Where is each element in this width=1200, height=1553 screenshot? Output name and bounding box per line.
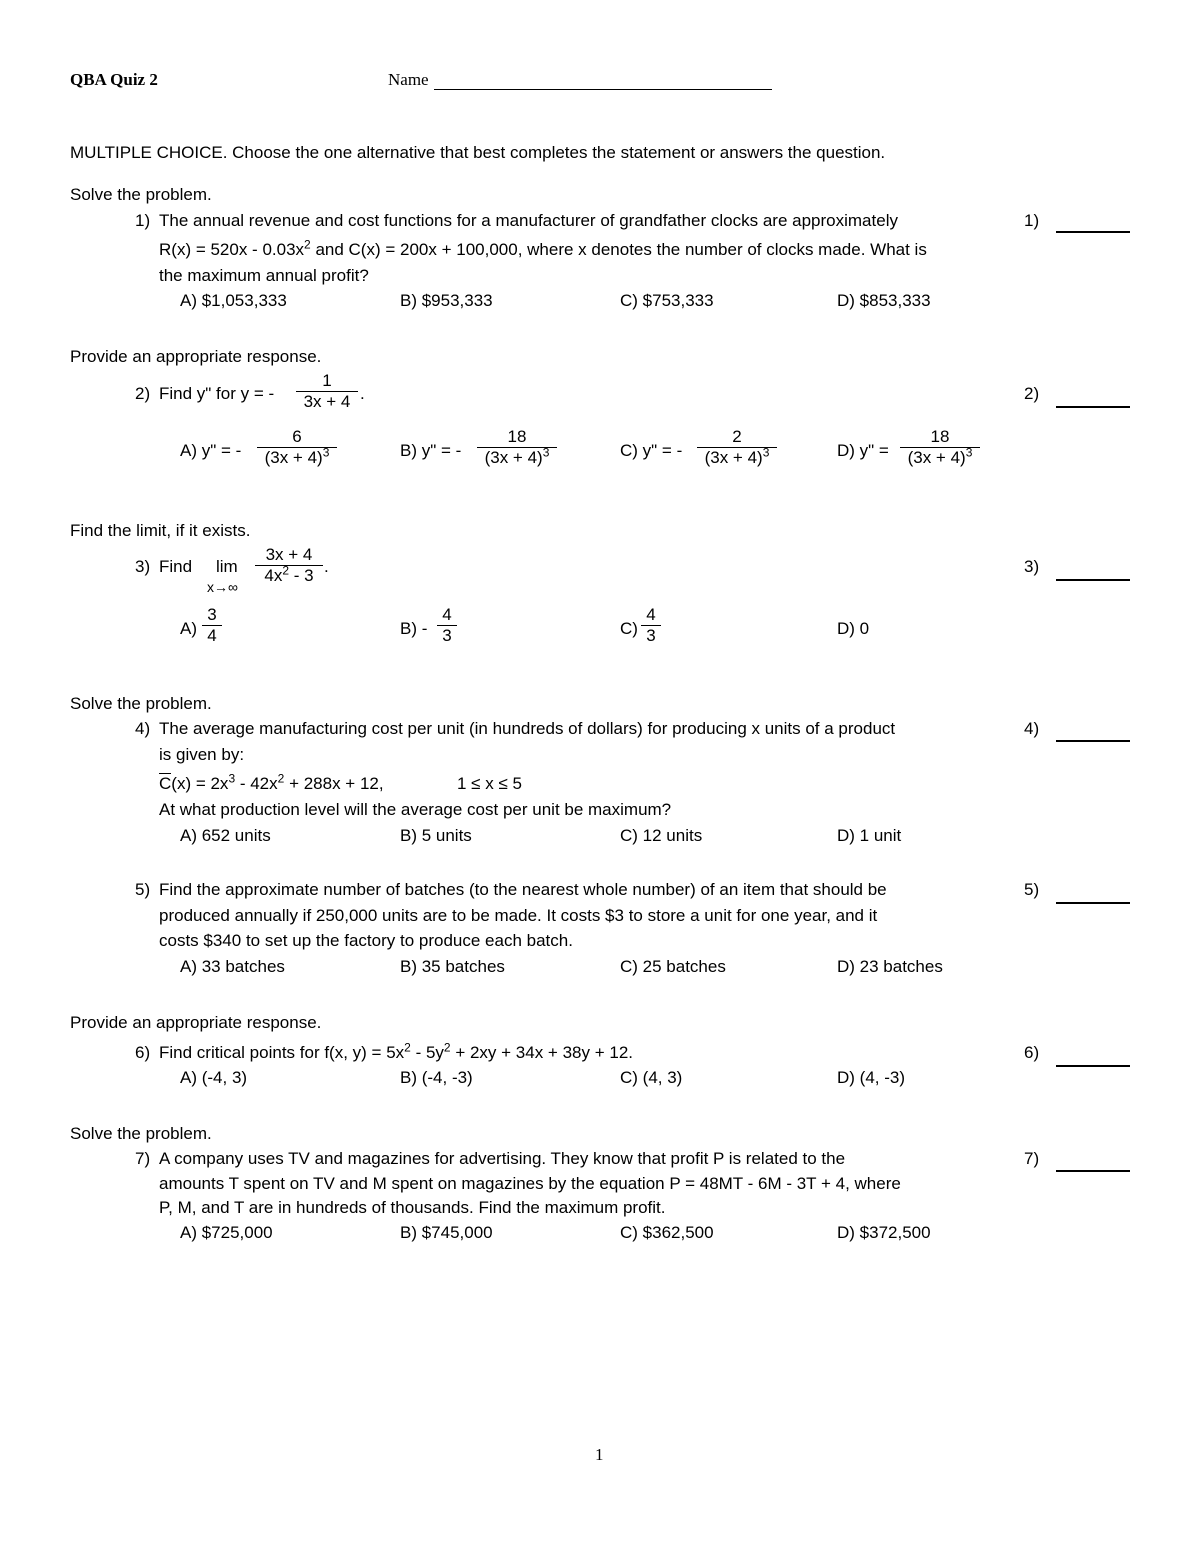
question-text: A company uses TV and magazines for advertising. They know that profit P is related to the: [159, 1149, 846, 1168]
choice-b[interactable]: B) y" = -: [400, 441, 462, 460]
answer-number: 6): [1024, 1043, 1040, 1062]
choice-c[interactable]: C) y" = -: [620, 441, 683, 460]
question-text: P, M, and T are in hundreds of thousands. Find the maximum profit.: [159, 1198, 666, 1217]
question-number: 3): [135, 557, 151, 576]
choice-a[interactable]: A) $1,053,333: [180, 291, 287, 310]
fraction: 18 $(3x + 4)^3$: [477, 427, 557, 468]
answer-blank[interactable]: [1056, 579, 1130, 581]
choice-d[interactable]: D) (4, -3): [837, 1068, 905, 1087]
question-number: 6): [135, 1043, 151, 1062]
answer-number: 2): [1024, 384, 1040, 403]
question-number: 7): [135, 1149, 151, 1168]
choice-c[interactable]: C) 25 batches: [620, 957, 726, 976]
question-text: Find critical points for f(x, $y) = 5x^2 - 5y^2 + 2xy + 34x + 38y + 12$.: [159, 1040, 633, 1062]
answer-blank[interactable]: [1056, 740, 1130, 742]
choice-c[interactable]: C) $362,500: [620, 1223, 714, 1242]
answer-blank[interactable]: [1056, 1170, 1130, 1172]
answer-number: 3): [1024, 557, 1040, 576]
fraction: 6 $(3x + 4)^3$: [257, 427, 337, 468]
section-heading: Solve the problem.: [70, 694, 212, 713]
fraction: 2 $(3x + 4)^3$: [697, 427, 777, 468]
answer-number: 4): [1024, 719, 1040, 738]
answer-blank[interactable]: [1056, 406, 1130, 408]
question-text: $R(x) = 520x - 0.03x^2$ and C(x) = 200x + 100,000, where x denotes the number of clocks made. What is: [159, 237, 927, 259]
answer-blank[interactable]: [1056, 231, 1130, 233]
choice-b[interactable]: B) 5 units: [400, 826, 472, 845]
choice-d[interactable]: D) 0: [837, 619, 870, 638]
fraction: 4 3: [641, 605, 661, 646]
answer-number: 5): [1024, 880, 1040, 899]
choice-b[interactable]: B) $953,333: [400, 291, 493, 310]
question-text: At what production level will the average cost per unit be maximum?: [159, 800, 672, 819]
question-text: Find y" for y = -: [159, 384, 275, 403]
question-text: The annual revenue and cost functions for a manufacturer of grandfather clocks are approximately: [159, 211, 898, 230]
quiz-title: QBA Quiz 2: [70, 70, 158, 89]
instructions: MULTIPLE CHOICE. Choose the one alternative that best completes the statement or answers the question.: [70, 143, 886, 162]
choice-b[interactable]: B) (-4, -3): [400, 1068, 473, 1087]
page-number: 1: [595, 1445, 604, 1464]
fraction: 3x + 4 $4x^2 - 3$: [255, 545, 323, 586]
question-text: costs $340 to set up the factory to produce each batch.: [159, 931, 573, 950]
choice-c[interactable]: C) (4, 3): [620, 1068, 683, 1087]
choice-c[interactable]: C): [620, 619, 638, 638]
choice-b[interactable]: B) 35 batches: [400, 957, 505, 976]
section-heading: Provide an appropriate response.: [70, 347, 322, 366]
section-heading: Find the limit, if it exists.: [70, 521, 251, 540]
answer-number: 1): [1024, 211, 1040, 230]
punctuation: .: [360, 384, 365, 403]
question-text: produced annually if 250,000 units are to be made. It costs $3 to store a unit for one year, and it: [159, 906, 878, 925]
answer-number: 7): [1024, 1149, 1040, 1168]
choice-a[interactable]: A) 33 batches: [180, 957, 285, 976]
question-number: 5): [135, 880, 151, 899]
question-text: The average manufacturing cost per unit (in hundreds of dollars) for producing x units of a product: [159, 719, 896, 738]
question-text: Find the approximate number of batches (to the nearest whole number) of an item that should be: [159, 880, 887, 899]
fraction: 18 $(3x + 4)^3$: [900, 427, 980, 468]
choice-a[interactable]: A) (-4, 3): [180, 1068, 248, 1087]
section-heading: Provide an appropriate response.: [70, 1013, 322, 1032]
choice-d[interactable]: D) 23 batches: [837, 957, 943, 976]
question-number: 2): [135, 384, 151, 403]
choice-d[interactable]: D) $853,333: [837, 291, 931, 310]
choice-b[interactable]: B) $745,000: [400, 1223, 493, 1242]
fraction: 3 4: [202, 605, 222, 646]
choice-d[interactable]: D) $372,500: [837, 1223, 931, 1242]
limit-subscript: x→∞: [207, 579, 238, 595]
question-number: 1): [135, 211, 151, 230]
choice-a[interactable]: A): [180, 619, 197, 638]
question-text: the maximum annual profit?: [159, 266, 369, 285]
punctuation: .: [324, 557, 329, 576]
limit-operator: lim: [216, 557, 238, 576]
question-number: 4): [135, 719, 151, 738]
section-heading: Solve the problem.: [70, 1124, 212, 1143]
choice-d[interactable]: D) 1 unit: [837, 826, 902, 845]
answer-blank[interactable]: [1056, 1065, 1130, 1067]
question-text: amounts T spent on TV and M spent on magazines by the equation P = 48MT - 6M - 3T + 4, where: [159, 1174, 901, 1193]
choice-a[interactable]: A) y" = -: [180, 441, 242, 460]
choice-c[interactable]: C) 12 units: [620, 826, 703, 845]
choice-d[interactable]: D) y" =: [837, 441, 889, 460]
answer-blank[interactable]: [1056, 902, 1130, 904]
fraction: 4 3: [437, 605, 457, 646]
fraction: 1 3x + 4: [296, 371, 358, 412]
choice-a[interactable]: A) 652 units: [180, 826, 271, 845]
name-field-line[interactable]: [434, 89, 772, 90]
section-heading: Solve the problem.: [70, 185, 212, 204]
question-text: Find: [159, 557, 193, 576]
choice-b[interactable]: B) -: [400, 619, 428, 638]
choice-c[interactable]: C) $753,333: [620, 291, 714, 310]
question-text: is given by:: [159, 745, 245, 764]
domain-range: 1 ≤ x ≤ 5: [457, 774, 522, 793]
choice-a[interactable]: A) $725,000: [180, 1223, 273, 1242]
name-label: Name: [388, 70, 429, 89]
equation: $C(x) = 2x^3 - 42x^2 + 288x + 12$,: [159, 771, 384, 793]
